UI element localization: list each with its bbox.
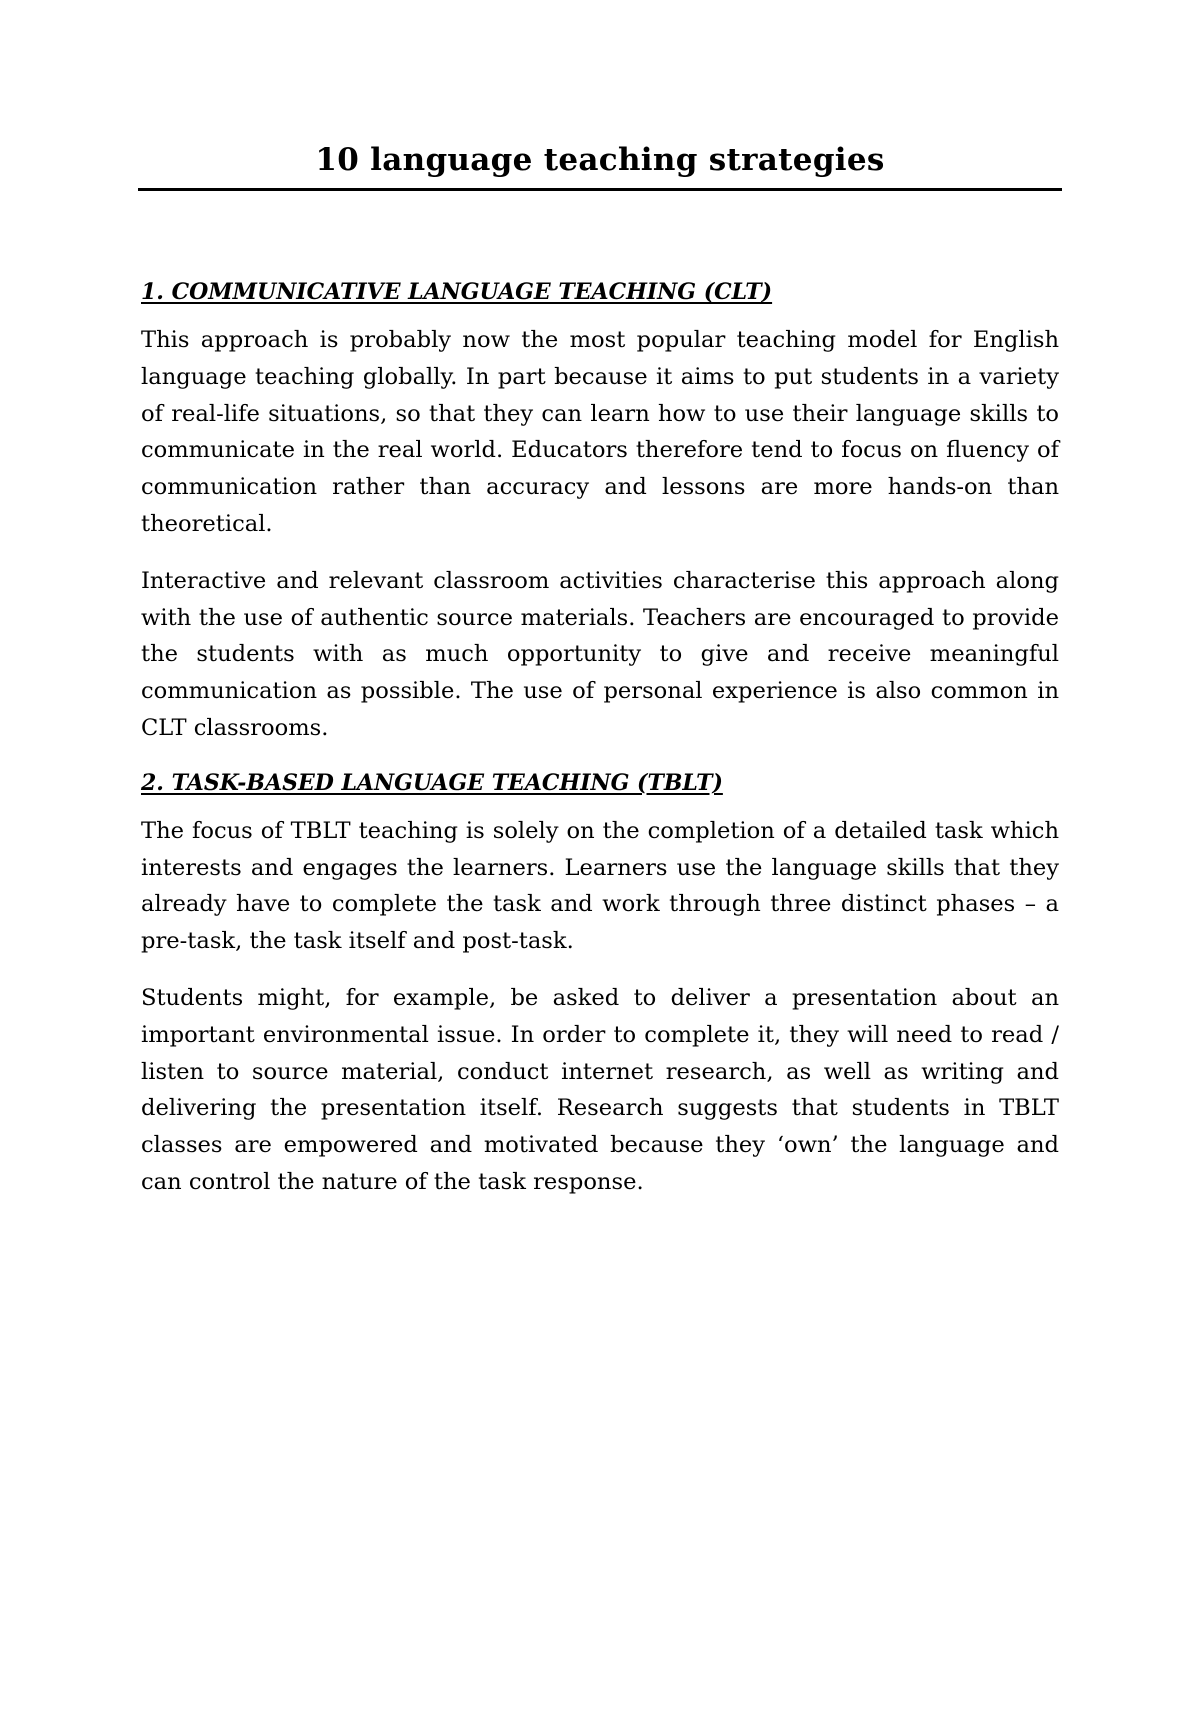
paragraph: Interactive and relevant classroom activities characterise this approach along with the use of authentic source materials. Teachers are encouraged to provide the students with as much opportunity to give and receive meaningful communication as possible. The use of personal experience is also common in CLT classrooms. <box>141 567 1059 741</box>
document-title: 10 language teaching strategies <box>315 142 885 178</box>
document-body <box>141 276 1059 1221</box>
title-block <box>138 140 1062 191</box>
section-heading-clt: 1. COMMUNICATIVE LANGUAGE TEACHING (CLT) <box>141 279 773 305</box>
paragraph: The focus of TBLT teaching is solely on the completion of a detailed task which interests and engages the learners. Learners use the language skills that they already have to complete the task and work through three distinct phases – a pre-task, the task itself and post-task. <box>141 817 1059 955</box>
paragraph: This approach is probably now the most popular teaching model for English language teaching globally. In part because it aims to put students in a variety of real-life situations, so that they can learn how to use their language skills to communicate in the real world. Educators therefore tend to focus on fluency of communication rather than accuracy and lessons are more hands-on than theoretical. <box>141 327 1059 537</box>
section-clt <box>141 276 1059 747</box>
section-heading-tblt: 2. TASK-BASED LANGUAGE TEACHING (TBLT) <box>141 769 723 796</box>
paragraph: Students might, for example, be asked to deliver a presentation about an important environmental issue. In order to complete it, they will need to read / listen to source material, conduct internet research, as well as writing and delivering the presentation itself. Research suggests that students in TBLT classes are empowered and motivated because they ‘own’ the language and can control the nature of the task response. <box>141 984 1059 1195</box>
section-tblt <box>141 767 1059 1201</box>
